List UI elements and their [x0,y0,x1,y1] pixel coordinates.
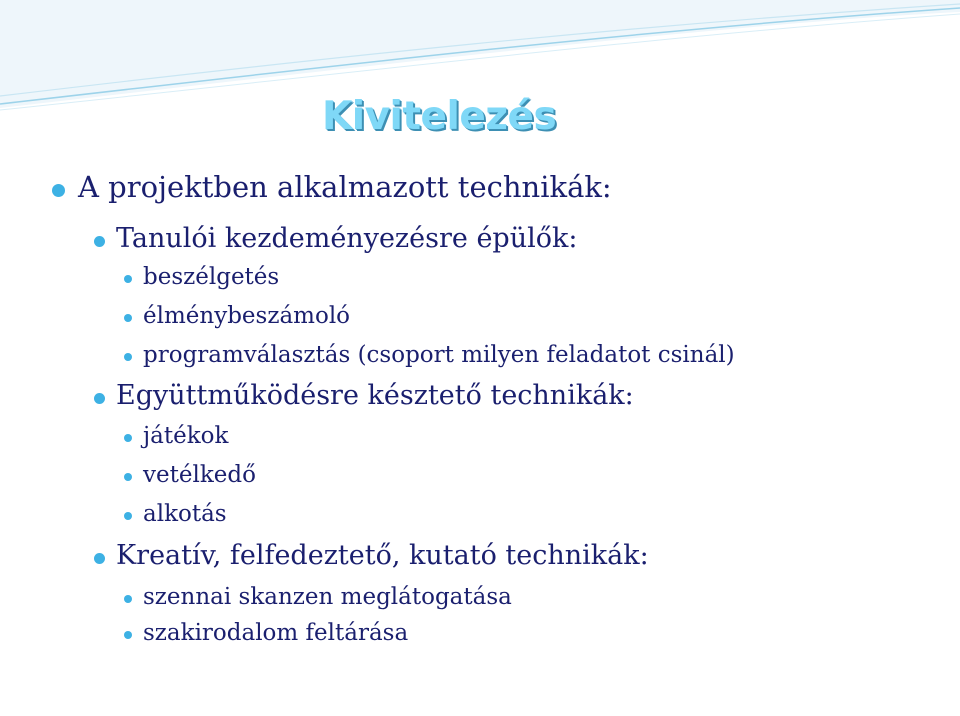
bullet-text: alkotás [143,501,227,527]
bullet-item-level3 [143,620,408,646]
bullet-item-level3 [143,342,735,368]
bullet-dot-icon [124,595,132,603]
bullet-text: beszélgetés [143,264,280,290]
bullet-item-level2 [116,223,577,254]
swoosh-band [0,0,960,108]
bullet-dot-icon [94,553,105,564]
bullet-item-level2 [116,540,649,571]
bullet-text: szakirodalom feltárása [143,620,409,646]
bullet-dot-icon [124,473,132,481]
bullet-text: Együttműködésre késztető technikák: [116,380,634,411]
bullet-dot-icon [124,275,132,283]
bullet-dot-icon [124,631,132,639]
bullet-dot-icon [124,314,132,322]
bullet-item-level1 [78,170,612,204]
bullet-dot-icon [124,434,132,442]
bullet-item-level3 [143,584,512,610]
bullet-item-level2 [116,380,634,411]
bullet-text: A projektben alkalmazott technikák: [78,170,612,204]
bullet-item-level3 [143,303,350,329]
bullet-dot-icon [94,393,105,404]
bullet-text: élménybeszámoló [143,303,351,329]
bullet-text: Tanulói kezdeményezésre épülők: [116,223,578,254]
slide-title: Kivitelezés [322,94,557,139]
bullet-item-level3 [143,423,228,449]
bullet-item-level3 [143,462,256,488]
bullet-text: játékok [143,423,229,449]
bullet-dot-icon [124,512,132,520]
bullet-item-level3 [143,264,279,290]
bullet-text: Kreatív, felfedeztető, kutató technikák: [116,540,649,571]
bullet-dot-icon [124,353,132,361]
bullet-text: programválasztás (csoport milyen feladatot csinál) [143,342,735,368]
bullet-dot-icon [94,236,105,247]
bullet-dot-icon [52,184,65,197]
bullet-item-level3 [143,501,227,527]
bullet-text: vetélkedő [143,462,256,488]
bullet-text: szennai skanzen meglátogatása [143,584,512,610]
